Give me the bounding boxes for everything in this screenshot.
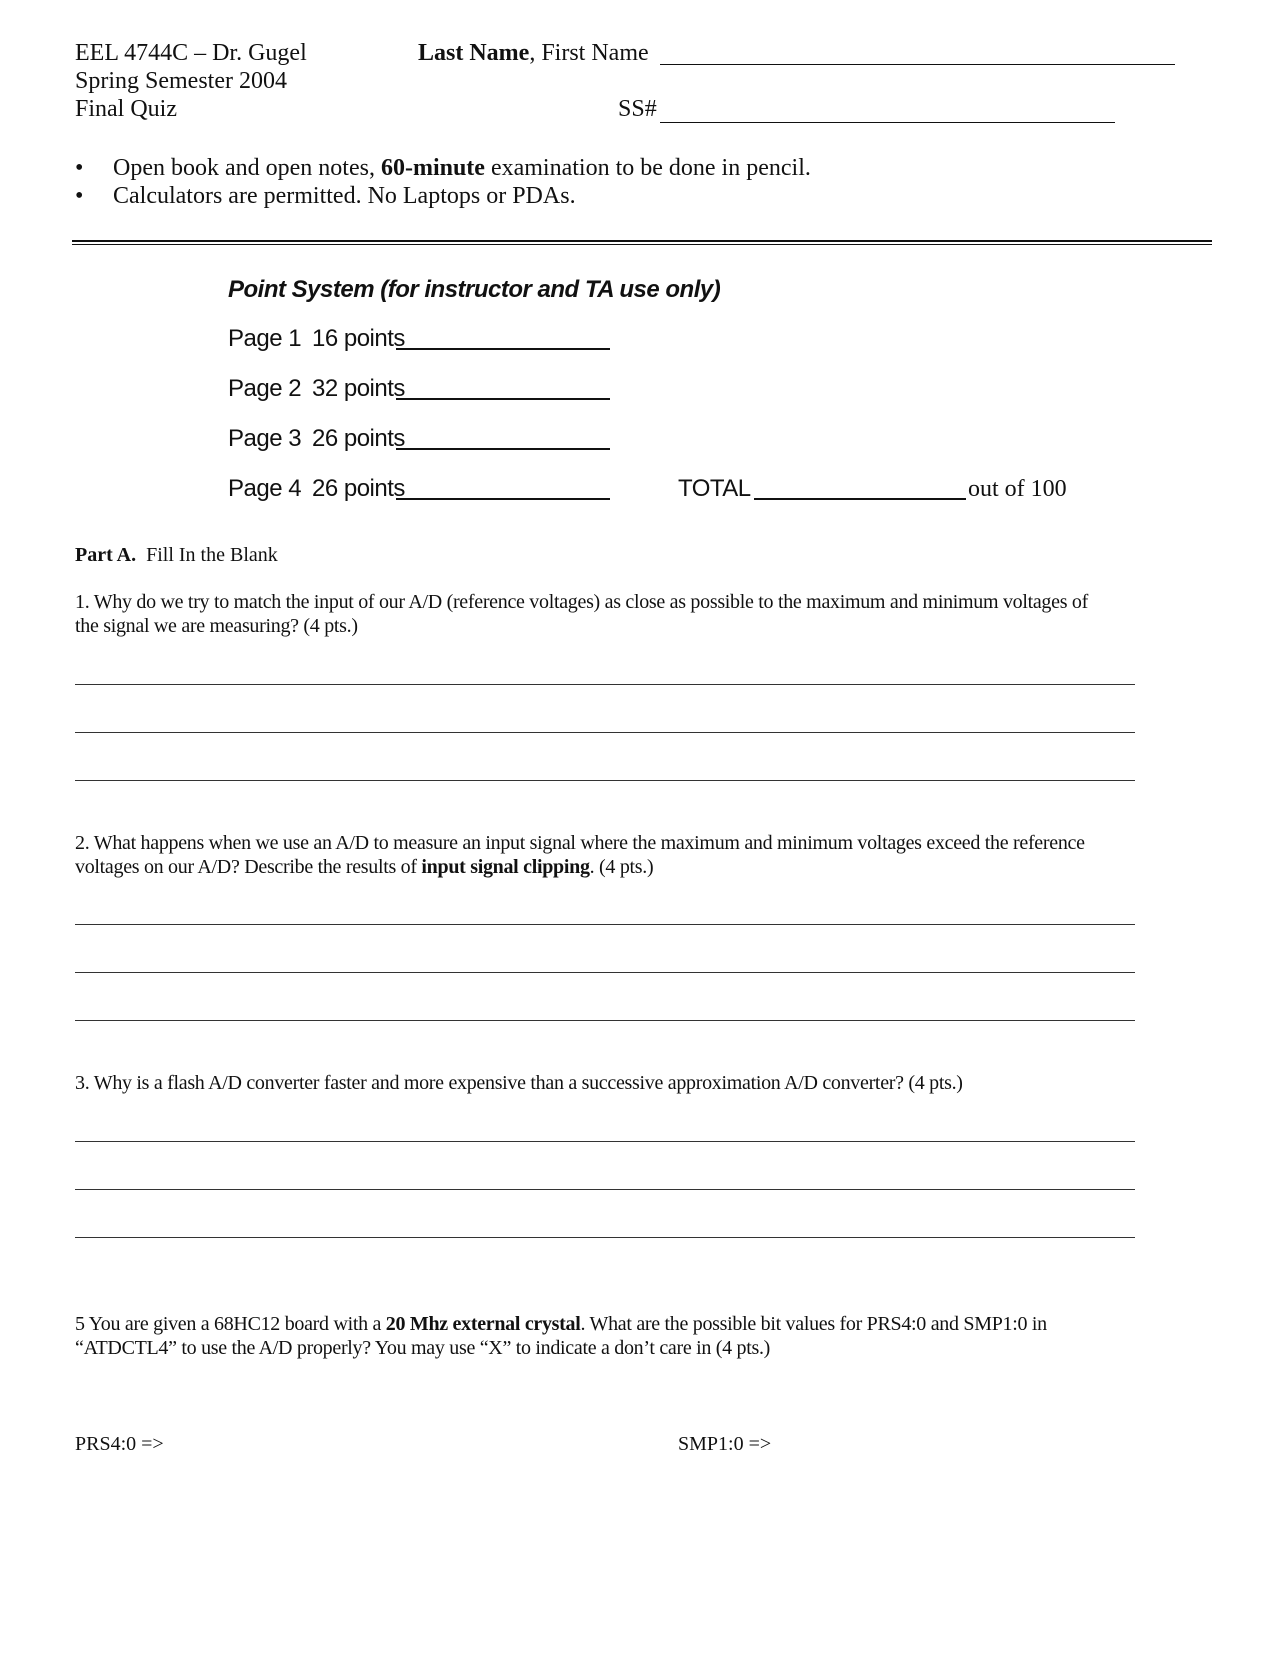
answer-line[interactable] [75, 924, 1135, 925]
question-1-line-2: the signal we are measuring? (4 pts.) [75, 615, 358, 637]
points-row [228, 474, 405, 504]
instruction-bullet-2: • [75, 183, 84, 209]
exam-title: Final Quiz [75, 96, 177, 122]
total-score-line[interactable] [754, 498, 966, 500]
answer-line[interactable] [75, 780, 1135, 781]
points-value: 26 points [312, 475, 405, 502]
part-a-heading [75, 543, 278, 567]
ss-label: SS# [618, 96, 657, 122]
page3-score-line[interactable] [396, 448, 610, 450]
question-5-line-1: 5 You are given a 68HC12 board with a 20 Mhz external crystal. What are the possible bit values for PRS4:0 and SMP1:0 in [75, 1313, 1047, 1335]
points-page-label: Page 1 [228, 325, 302, 352]
last-name-label: Last Name [418, 40, 530, 66]
name-field-label [418, 39, 649, 67]
name-input-line[interactable] [660, 64, 1175, 65]
total-suffix: out of 100 [968, 476, 1067, 502]
question-2-line-2: voltages on our A/D? Describe the results of input signal clipping. (4 pts.) [75, 856, 654, 878]
answer-line[interactable] [75, 972, 1135, 973]
instruction-line-1: Open book and open notes, 60-minute examination to be done in pencil. [113, 155, 811, 181]
points-value: 16 points [312, 325, 405, 352]
points-page-label: Page 3 [228, 425, 302, 452]
instruction-bullet-1: • [75, 155, 84, 181]
question-3: 3. Why is a flash A/D converter faster and more expensive than a successive approximation A/D converter? (4 pts.) [75, 1072, 963, 1094]
instruction-line-2: Calculators are permitted. No Laptops or PDAs. [113, 183, 576, 209]
question-5-line-2: “ATDCTL4” to use the A/D properly? You may use “X” to indicate a don’t care in (4 pts.) [75, 1337, 771, 1359]
answer-line[interactable] [75, 732, 1135, 733]
page1-score-line[interactable] [396, 348, 610, 350]
double-rule-top [72, 240, 1212, 242]
part-a-title: Fill In the Blank [146, 544, 278, 566]
answer-line[interactable] [75, 684, 1135, 685]
points-value: 26 points [312, 425, 405, 452]
question-1-line-1: 1. Why do we try to match the input of our A/D (reference voltages) as close as possible to the maximum and minimum voltages of [75, 591, 1088, 613]
points-row [228, 424, 405, 454]
first-name-label: , First Name [529, 40, 649, 66]
prs-label: PRS4:0 => [75, 1433, 164, 1455]
smp-label: SMP1:0 => [678, 1433, 772, 1455]
points-page-label: Page 4 [228, 475, 302, 502]
points-page-label: Page 2 [228, 375, 302, 402]
semester: Spring Semester 2004 [75, 68, 287, 94]
page2-score-line[interactable] [396, 398, 610, 400]
answer-line[interactable] [75, 1189, 1135, 1190]
question-2-line-1: 2. What happens when we use an A/D to measure an input signal where the maximum and minimum voltages exceed the reference [75, 832, 1085, 854]
points-value: 32 points [312, 375, 405, 402]
points-row [228, 324, 405, 354]
page4-score-line[interactable] [396, 498, 610, 500]
points-row [228, 374, 405, 404]
answer-line[interactable] [75, 1237, 1135, 1238]
ss-input-line[interactable] [660, 122, 1115, 123]
double-rule-bottom [72, 244, 1212, 245]
part-a-label: Part A. [75, 544, 137, 566]
point-system-title: Point System (for instructor and TA use only) [228, 276, 721, 303]
course-title: EEL 4744C – Dr. Gugel [75, 40, 307, 66]
total-label: TOTAL [678, 475, 751, 502]
answer-line[interactable] [75, 1141, 1135, 1142]
answer-line[interactable] [75, 1020, 1135, 1021]
